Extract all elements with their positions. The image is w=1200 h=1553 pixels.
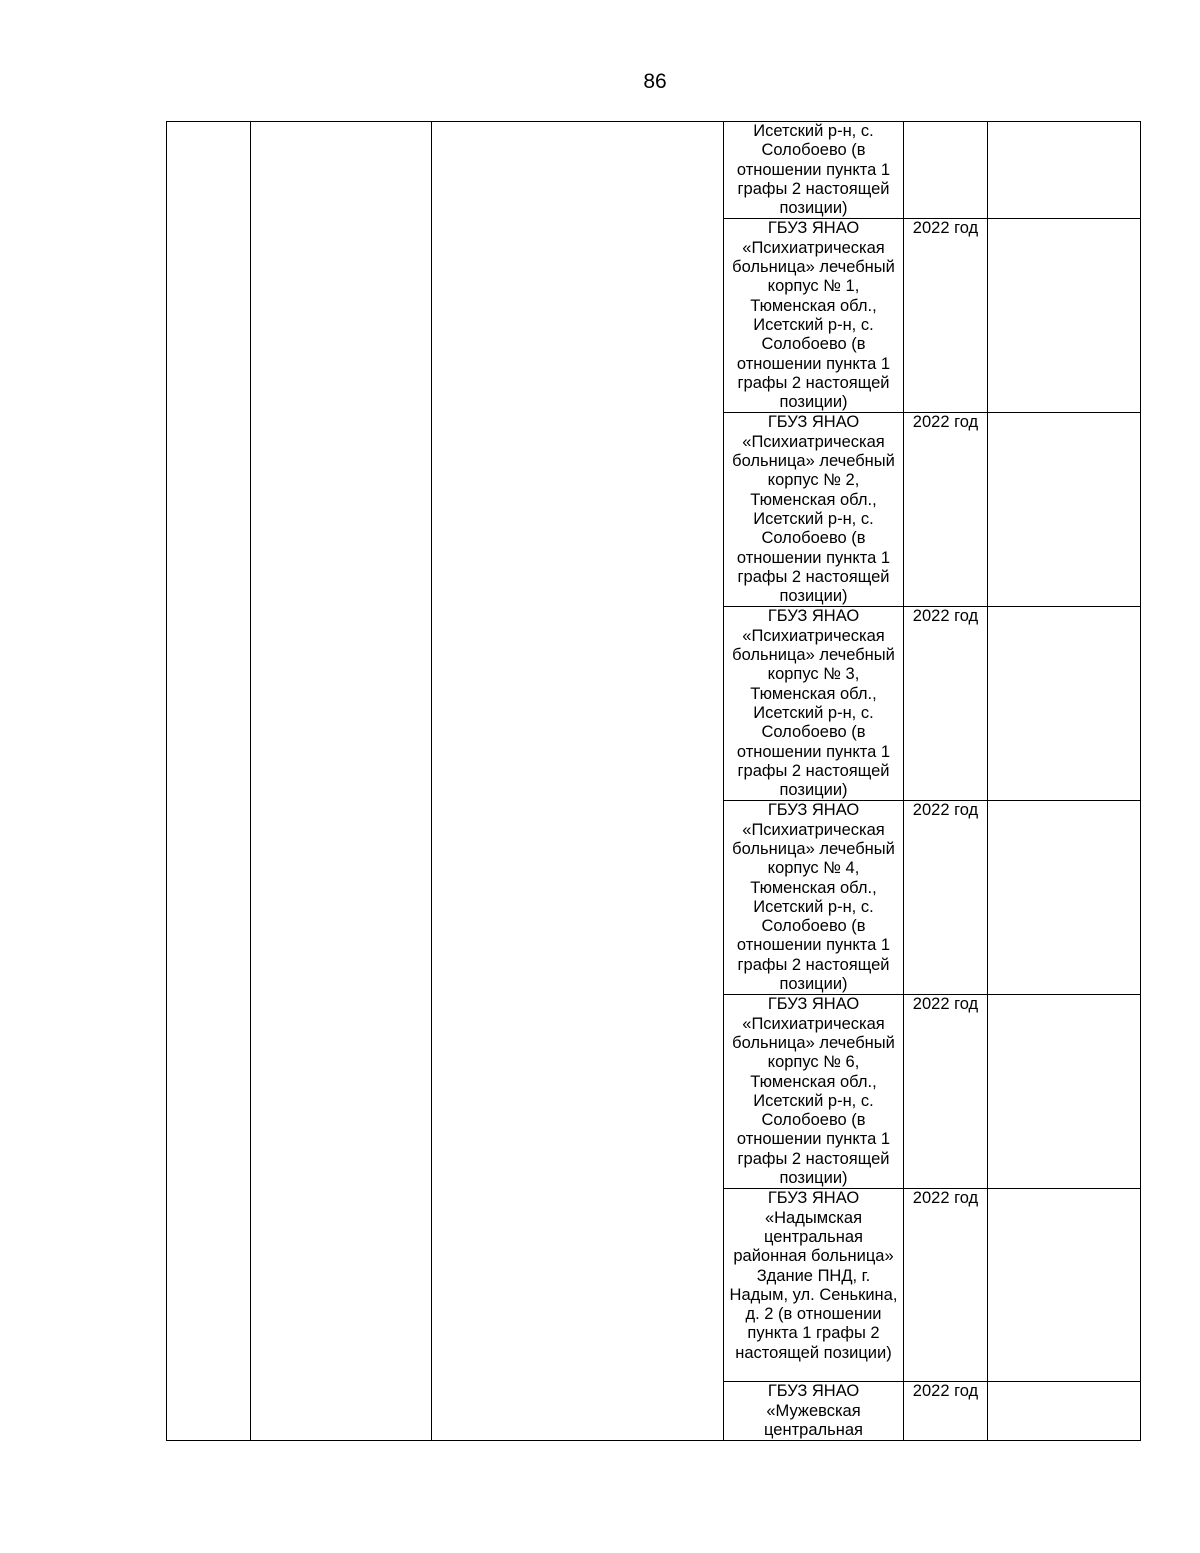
object-cell: Исетский р-н, с. Солобоево (в отношении пункта 1 графы 2 настоящей позиции)	[724, 122, 904, 219]
object-cell: ГБУЗ ЯНАО «Психиатрическая больница» лечебный корпус № 4, Тюменская обл., Исетский р-н, с. Солобоево (в отношении пункта 1 графы 2 настоящей позиции)	[724, 801, 904, 995]
document-table	[166, 121, 1141, 1441]
object-cell: ГБУЗ ЯНАО «Надымская центральная районная больница» Здание ПНД, г. Надым, ул. Сенькина, д. 2 (в отношении пункта 1 графы 2 настоящей позиции)	[724, 1189, 904, 1382]
notes-cell	[988, 995, 1141, 1189]
year-cell: 2022 год	[904, 1189, 988, 1382]
object-cell: ГБУЗ ЯНАО «Психиатрическая больница» лечебный корпус № 6, Тюменская обл., Исетский р-н, с. Солобоево (в отношении пункта 1 графы 2 настоящей позиции)	[724, 995, 904, 1189]
notes-cell	[988, 219, 1141, 413]
year-cell: 2022 год	[904, 607, 988, 801]
page-number: 86	[643, 70, 667, 93]
object-cell: ГБУЗ ЯНАО «Психиатрическая больница» лечебный корпус № 3, Тюменская обл., Исетский р-н, с. Солобоево (в отношении пункта 1 графы 2 настоящей позиции)	[724, 607, 904, 801]
year-cell: 2022 год	[904, 801, 988, 995]
year-cell: 2022 год	[904, 1382, 988, 1441]
column-1-cell	[167, 122, 251, 1441]
notes-cell	[988, 607, 1141, 801]
notes-cell	[988, 1382, 1141, 1441]
object-cell: ГБУЗ ЯНАО «Психиатрическая больница» лечебный корпус № 1, Тюменская обл., Исетский р-н, с. Солобоево (в отношении пункта 1 графы 2 настоящей позиции)	[724, 219, 904, 413]
year-cell	[904, 122, 988, 219]
year-cell: 2022 год	[904, 995, 988, 1189]
object-cell: ГБУЗ ЯНАО «Мужевская центральная	[724, 1382, 904, 1441]
notes-cell	[988, 801, 1141, 995]
object-cell: ГБУЗ ЯНАО «Психиатрическая больница» лечебный корпус № 2, Тюменская обл., Исетский р-н, с. Солобоево (в отношении пункта 1 графы 2 настоящей позиции)	[724, 413, 904, 607]
year-cell: 2022 год	[904, 413, 988, 607]
notes-cell	[988, 413, 1141, 607]
table-row	[167, 122, 1141, 219]
column-2-cell	[251, 122, 432, 1441]
notes-cell	[988, 1189, 1141, 1382]
year-cell: 2022 год	[904, 219, 988, 413]
notes-cell	[988, 122, 1141, 219]
column-3-cell	[432, 122, 724, 1441]
